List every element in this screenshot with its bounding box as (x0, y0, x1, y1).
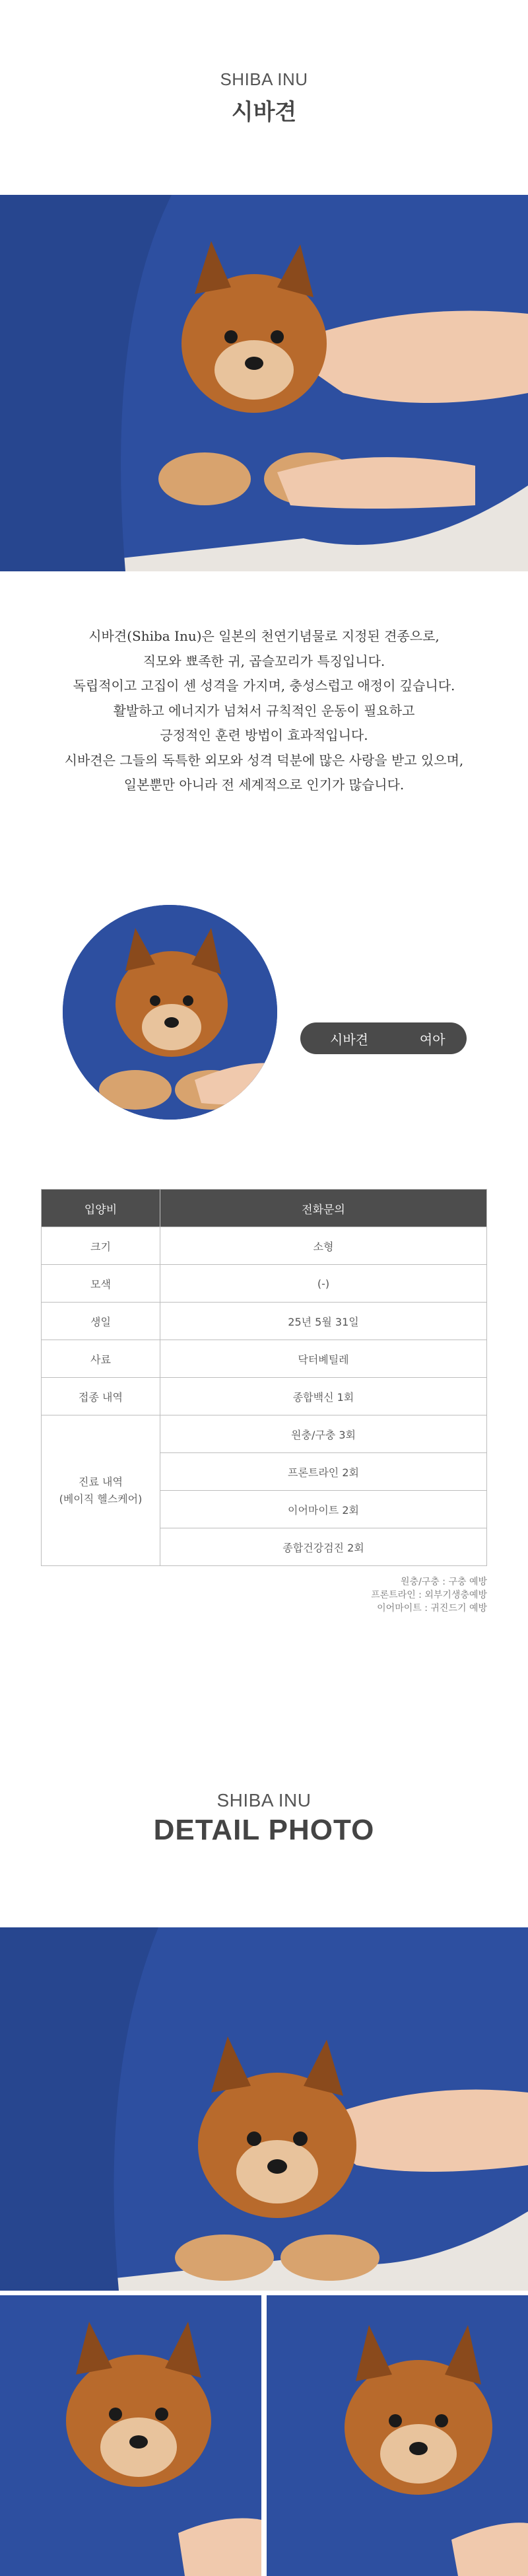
row-value: 소형 (160, 1227, 487, 1265)
header-title: 시바견 (231, 99, 297, 125)
table-header: 전화문의 (160, 1190, 487, 1227)
table-row (42, 1303, 487, 1340)
table-row (42, 1415, 487, 1453)
detail-eyebrow: SHIBA INU (216, 1790, 312, 1810)
care-label-line: (베이직 헬스케어) (59, 1492, 143, 1505)
care-item: 이어마이트 2회 (160, 1491, 487, 1528)
row-value: 25년 5월 31일 (160, 1303, 487, 1340)
intro-line: 직모와 뾰족한 귀, 곱슬꼬리가 특징입니다. (143, 653, 385, 669)
table-row (42, 1340, 487, 1378)
care-label (42, 1415, 160, 1566)
row-label: 모색 (42, 1265, 160, 1303)
hero-photo (0, 195, 528, 571)
intro-line: 시바견은 그들의 독특한 외모와 성격 덕분에 많은 사랑을 받고 있으며, (64, 752, 464, 768)
note-line: 원충/구충 : 구충 예방 (401, 1577, 487, 1587)
row-value: 닥터볘틸레 (160, 1340, 487, 1378)
profile-photo (63, 905, 277, 1120)
row-label: 생일 (42, 1303, 160, 1340)
row-label: 사료 (42, 1340, 160, 1378)
intro-line: 독립적이고 고집이 센 성격을 가지며, 충성스럽고 애정이 깊습니다. (73, 678, 455, 694)
intro-line: 시바견(Shiba Inu)은 일본의 천연기념물로 지정된 견종으로, (88, 628, 440, 644)
care-label-line: 진료 내역 (79, 1475, 123, 1488)
sex-label: 여아 (419, 1031, 446, 1048)
table-row (42, 1227, 487, 1265)
care-item: 프론트라인 2회 (160, 1453, 487, 1491)
table-header-row (42, 1190, 487, 1227)
table-row (42, 1378, 487, 1415)
row-label: 크기 (42, 1227, 160, 1265)
table-header: 입양비 (42, 1190, 160, 1227)
row-label: 접종 내역 (42, 1378, 160, 1415)
breed-label: 시바견 (330, 1031, 368, 1048)
care-item: 종합건강검진 2회 (160, 1528, 487, 1566)
note-line: 프론트라인 : 외부기생충예방 (371, 1590, 487, 1600)
detail-photo-right (267, 2295, 528, 2576)
intro-line: 일본뿐만 아니라 전 세계적으로 인기가 많습니다. (123, 777, 405, 793)
row-value: (-) (160, 1265, 487, 1303)
table-row (42, 1265, 487, 1303)
intro-line: 활발하고 에너지가 넘쳐서 규칙적인 운동이 필요하고 (113, 702, 415, 719)
row-value: 종합백신 1회 (160, 1378, 487, 1415)
breed-sex-pill (300, 1022, 467, 1054)
info-table (41, 1189, 487, 1566)
header-eyebrow: SHIBA INU (220, 69, 308, 89)
intro-line: 긍정적인 훈련 방법이 효과적입니다. (160, 727, 368, 743)
intro-text (0, 624, 528, 798)
detail-photo-left (0, 2295, 261, 2576)
note-line: 이어마이트 : 귀진드기 예방 (377, 1603, 487, 1614)
care-notes (371, 1575, 487, 1615)
detail-title: DETAIL PHOTO (153, 1814, 375, 1846)
detail-photo-large (0, 1927, 528, 2291)
care-item: 원충/구충 3회 (160, 1415, 487, 1453)
